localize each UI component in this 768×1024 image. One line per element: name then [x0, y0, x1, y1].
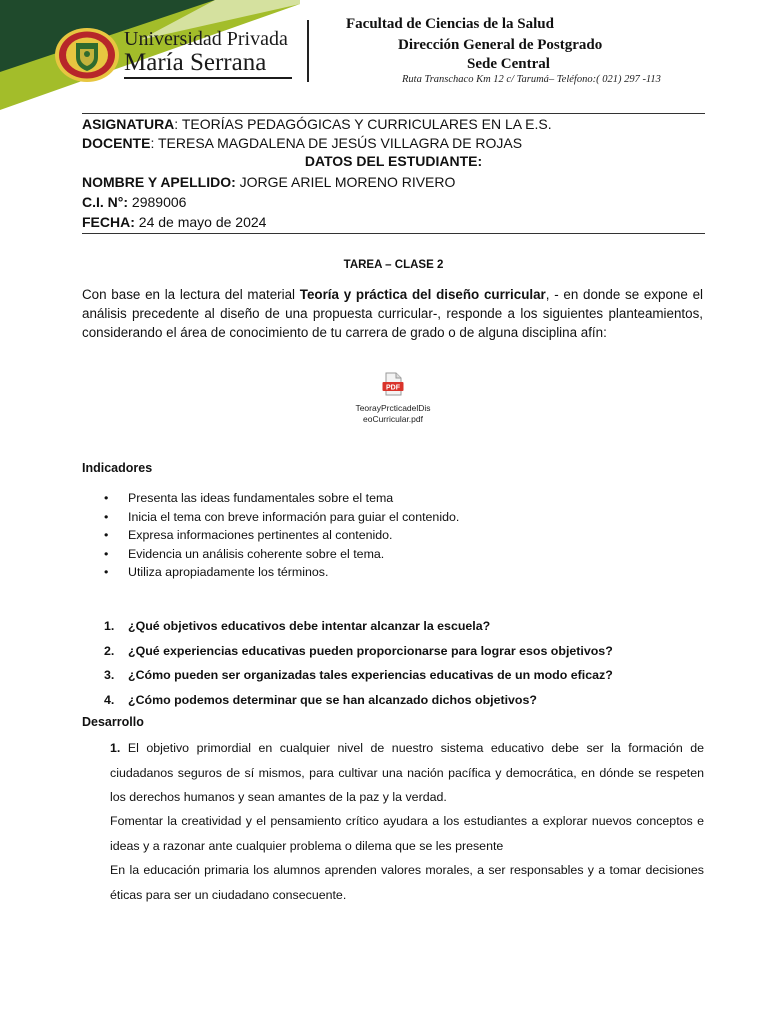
pdf-file-name-line1: TeorayPrcticadelDis	[355, 403, 431, 413]
desarrollo-paragraph-3: En la educación primaria los alumnos aprenden valores morales, a ser responsables y a tomar decisiones éticas para ser un ciudadano consecuente.	[110, 863, 704, 902]
pdf-badge: PDF	[386, 384, 400, 392]
asignatura-row	[82, 114, 552, 134]
ci-label: C.I. N°:	[82, 194, 129, 210]
question-number: 2.	[104, 643, 115, 658]
desarrollo-paragraph-2: Fomentar la creatividad y el pensamiento crítico ayudara a los estudiantes a explorar nuevos conceptos e ideas y a razonar ante cualquier problema o dilema que se les presente	[110, 814, 704, 853]
docente-label: DOCENTE	[82, 135, 151, 151]
seat-name: Sede Central	[467, 56, 550, 72]
fecha-label: FECHA:	[82, 214, 135, 230]
faculty-name: Facultad de Ciencias de la Salud	[346, 16, 554, 32]
nombre-label: NOMBRE Y APELLIDO:	[82, 174, 236, 190]
question-text: ¿Qué objetivos educativos debe intentar alcanzar la escuela?	[128, 619, 491, 633]
address-phone: Ruta Transchaco Km 12 c/ Tarumá– Teléfono:( 021) 297 -113	[402, 74, 661, 85]
desarrollo-paragraph-1	[110, 736, 704, 810]
docente-row	[82, 133, 522, 153]
info-bottom-rule	[82, 233, 705, 234]
tarea-title: TAREA – CLASE 2	[343, 259, 444, 271]
direction-name: Dirección General de Postgrado	[398, 37, 603, 53]
nombre-row	[82, 172, 455, 192]
question-text: ¿Qué experiencias educativas pueden proporcionarse para lograr esos objetivos?	[128, 643, 613, 658]
list-item: • Expresa informaciones pertinentes al contenido.	[104, 526, 459, 545]
questions-list	[104, 617, 613, 715]
pdf-file-name	[330, 403, 456, 425]
question-item	[104, 617, 613, 642]
intro-paragraph	[82, 285, 703, 342]
header-divider	[307, 20, 309, 82]
desarrollo-title: Desarrollo	[82, 715, 144, 729]
question-text: ¿Cómo podemos determinar que se han alcanzado dichos objetivos?	[128, 692, 537, 707]
fecha-value: 24 de mayo de 2024	[134, 214, 267, 230]
list-item: • Presenta las ideas fundamentales sobre el tema	[104, 489, 459, 508]
university-name-line2: María Serrana	[124, 49, 267, 76]
question-item	[104, 666, 613, 691]
intro-text-before: Con base en la lectura del material	[82, 287, 300, 302]
indicadores-list	[104, 489, 459, 582]
datos-estudiante-title: DATOS DEL ESTUDIANTE:	[304, 153, 483, 169]
ci-row	[82, 192, 186, 212]
ci-value: 2989006	[128, 194, 187, 210]
desarrollo-text-1: El objetivo primordial en cualquier nivel de nuestro sistema educativo debe ser la formación de ciudadanos seguros de sí mismos, para cultivar una nación pacífica y democrática, en dónde se respeten los derechos humanos y sean amantes de la paz y la verdad.	[110, 741, 704, 804]
fecha-row	[82, 212, 266, 232]
question-number: 3.	[104, 668, 115, 682]
pdf-file-icon	[382, 372, 404, 396]
nombre-value: JORGE ARIEL MORENO RIVERO	[235, 174, 456, 190]
pdf-attachment[interactable]	[330, 372, 456, 425]
intro-text-after: , - en donde se expone el análisis precedente al diseño de una propuesta curricular-, responde a los siguientes planteamientos, considerando el área de conocimiento de tu carrera de grado o de alguna disciplina afín:	[82, 287, 703, 340]
list-item: • Inicia el tema con breve información para guiar el contenido.	[104, 508, 459, 527]
docente-value: : TERESA MAGDALENA DE JESÚS VILLAGRA DE ROJAS	[150, 135, 523, 151]
question-item	[104, 691, 613, 716]
list-item: • Utiliza apropiadamente los términos.	[104, 563, 459, 582]
university-name-line1: Universidad Privada	[124, 28, 288, 50]
list-item: • Evidencia un análisis coherente sobre el tema.	[104, 545, 459, 564]
pdf-file-name-line2: eoCurricular.pdf	[362, 414, 423, 424]
asignatura-value: : TEORÍAS PEDAGÓGICAS Y CURRICULARES EN LA E.S.	[174, 116, 552, 132]
asignatura-label: ASIGNATURA	[82, 116, 175, 132]
indicadores-title: Indicadores	[82, 461, 153, 475]
question-number: 4.	[104, 692, 115, 707]
question-text: ¿Cómo pueden ser organizadas tales experiencias educativas de un modo eficaz?	[128, 668, 613, 682]
desarrollo-number: 1.	[110, 741, 121, 755]
question-item	[104, 642, 613, 667]
intro-material-title: Teoría y práctica del diseño curricular	[299, 287, 546, 302]
question-number: 1.	[104, 619, 115, 633]
logo-underline	[124, 77, 292, 79]
university-seal-icon	[54, 27, 120, 83]
university-logo-text	[124, 28, 292, 79]
